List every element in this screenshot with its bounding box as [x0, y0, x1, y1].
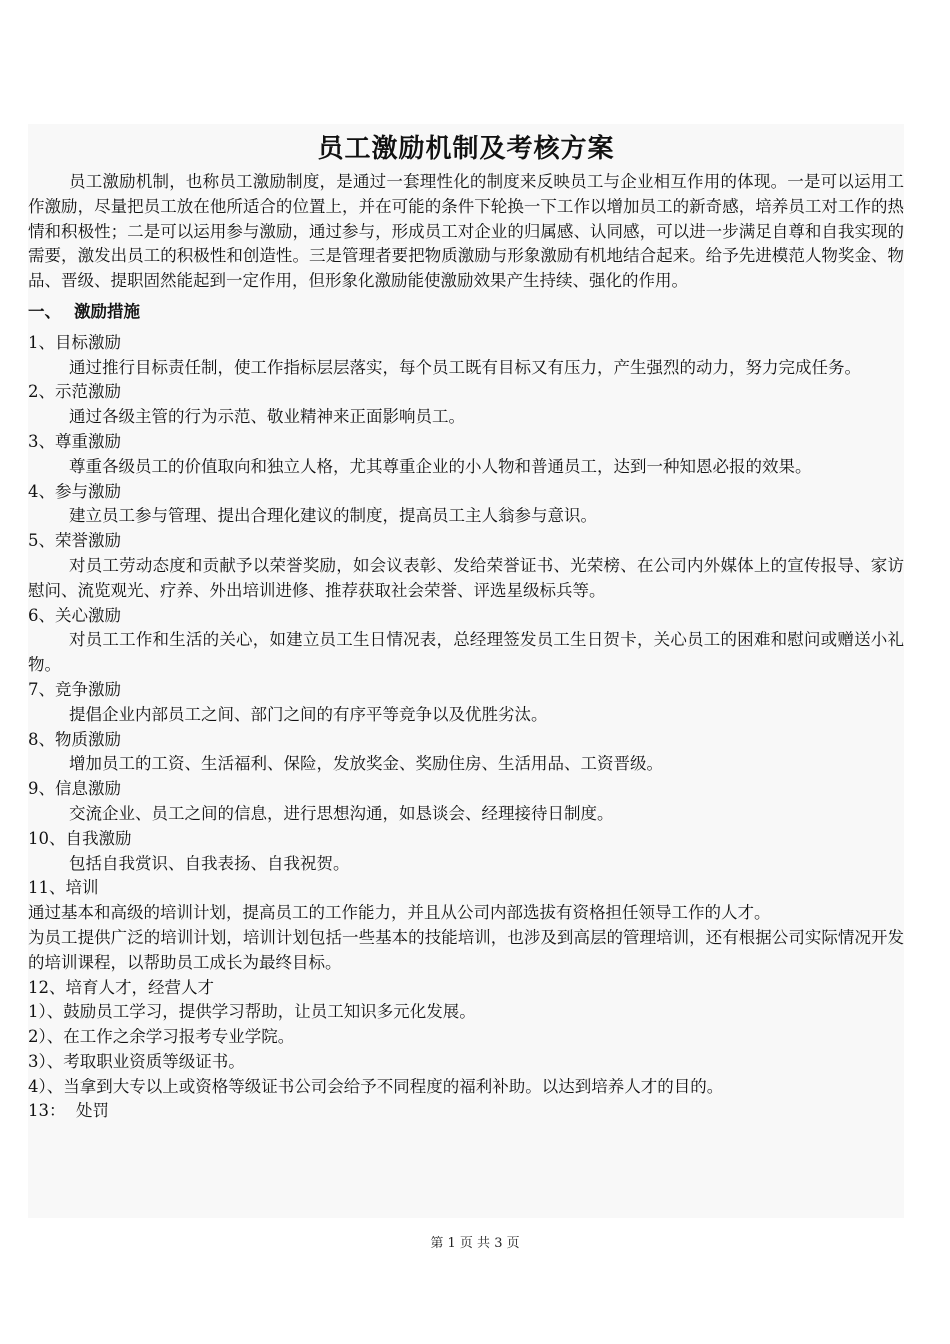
page-footer: 第 1 页 共 3 页	[430, 1236, 520, 1251]
item-heading: 9、信息激励	[28, 779, 121, 799]
talent-point: 3）、考取职业资质等级证书。	[28, 1051, 245, 1071]
item-heading: 10、自我激励	[28, 828, 132, 848]
item-heading: 4、参与激励	[28, 481, 121, 501]
document-body	[28, 128, 904, 1124]
talent-point: 1）、鼓励员工学习，提供学习帮助，让员工知识多元化发展。	[28, 1002, 476, 1022]
document-title: 员工激励机制及考核方案	[317, 134, 615, 164]
training-line: 为员工提供广泛的培训计划，培训计划包括一些基本的技能培训，也涉及到高层的管理培训，还有根据公司实际情况开发的培训课程，以帮助员工成长为最终目标。	[28, 927, 904, 972]
item-body: 通过推行目标责任制，使工作指标层层落实，每个员工既有目标又有压力，产生强烈的动力，努力完成任务。	[69, 357, 861, 377]
item-heading: 8、物质激励	[28, 729, 121, 749]
item-heading: 3、尊重激励	[28, 431, 121, 451]
training-heading: 11、培训	[28, 878, 99, 898]
item-heading: 1、目标激励	[28, 332, 121, 352]
training-line: 通过基本和高级的培训计划，提高员工的工作能力，并且从公司内部选拔有资格担任领导工作的人才。	[28, 903, 771, 923]
item-body: 交流企业、员工之间的信息，进行思想沟通，如恳谈会、经理接待日制度。	[69, 803, 614, 823]
section-number: 一、	[28, 301, 61, 321]
item-heading: 6、关心激励	[28, 605, 121, 625]
item-heading: 7、竞争激励	[28, 679, 121, 699]
intro-paragraph: 员工激励机制，也称员工激励制度，是通过一套理性化的制度来反映员工与企业相互作用的体现。一是可以运用工作激励，尽量把员工放在他所适合的位置上，并在可能的条件下轮换一下工作以增加员工的新奇感，培养员工对工作的热情和积极性；二是可以运用参与激励，通过参与，形成员工对企业的归属感、认同感，可以进一步满足自尊和自我实现的需要，激发出员工的积极性和创造性。三是管理者要把物质激励与形象激励有机地结合起来。给予先进模范人物奖金、物品、晋级、提职固然能起到一定作用，但形象化激励能使激励效果产生持续、强化的作用。	[28, 172, 904, 291]
item-body: 包括自我赏识、自我表扬、自我祝贺。	[69, 853, 350, 873]
item-body: 对员工工作和生活的关心，如建立员工生日情况表，总经理签发员工生日贺卡，关心员工的困难和慰问或赠送小礼物。	[28, 630, 904, 675]
talent-heading: 12、培育人才，经营人才	[28, 977, 214, 997]
section-heading	[28, 300, 904, 325]
item-heading: 5、荣誉激励	[28, 531, 121, 551]
item-body: 通过各级主管的行为示范、敬业精神来正面影响员工。	[69, 407, 465, 427]
item-body: 建立员工参与管理、提出合理化建议的制度，提高员工主人翁参与意识。	[69, 506, 597, 526]
item-heading: 2、示范激励	[28, 382, 121, 402]
item-body: 提倡企业内部员工之间、部门之间的有序平等竞争以及优胜劣汰。	[69, 704, 548, 724]
penalty-heading: 13： 处罚	[28, 1101, 109, 1121]
item-body: 对员工劳动态度和贡献予以荣誉奖励，如会议表彰、发给荣誉证书、光荣榜、在公司内外媒体上的宣传报导、家访慰问、流览观光、疗养、外出培训进修、推荐获取社会荣誉、评选星级标兵等。	[28, 555, 904, 600]
talent-point: 4）、当拿到大专以上或资格等级证书公司会给予不同程度的福利补助。以达到培养人才的目的。	[28, 1076, 724, 1096]
item-body: 尊重各级员工的价值取向和独立人格，尤其尊重企业的小人物和普通员工，达到一种知恩必报的效果。	[69, 456, 812, 476]
talent-point: 2）、在工作之余学习报考专业学院。	[28, 1027, 295, 1047]
section-title: 激励措施	[74, 301, 140, 321]
item-body: 增加员工的工资、生活福利、保险，发放奖金、奖励住房、生活用品、工资晋级。	[69, 754, 663, 774]
